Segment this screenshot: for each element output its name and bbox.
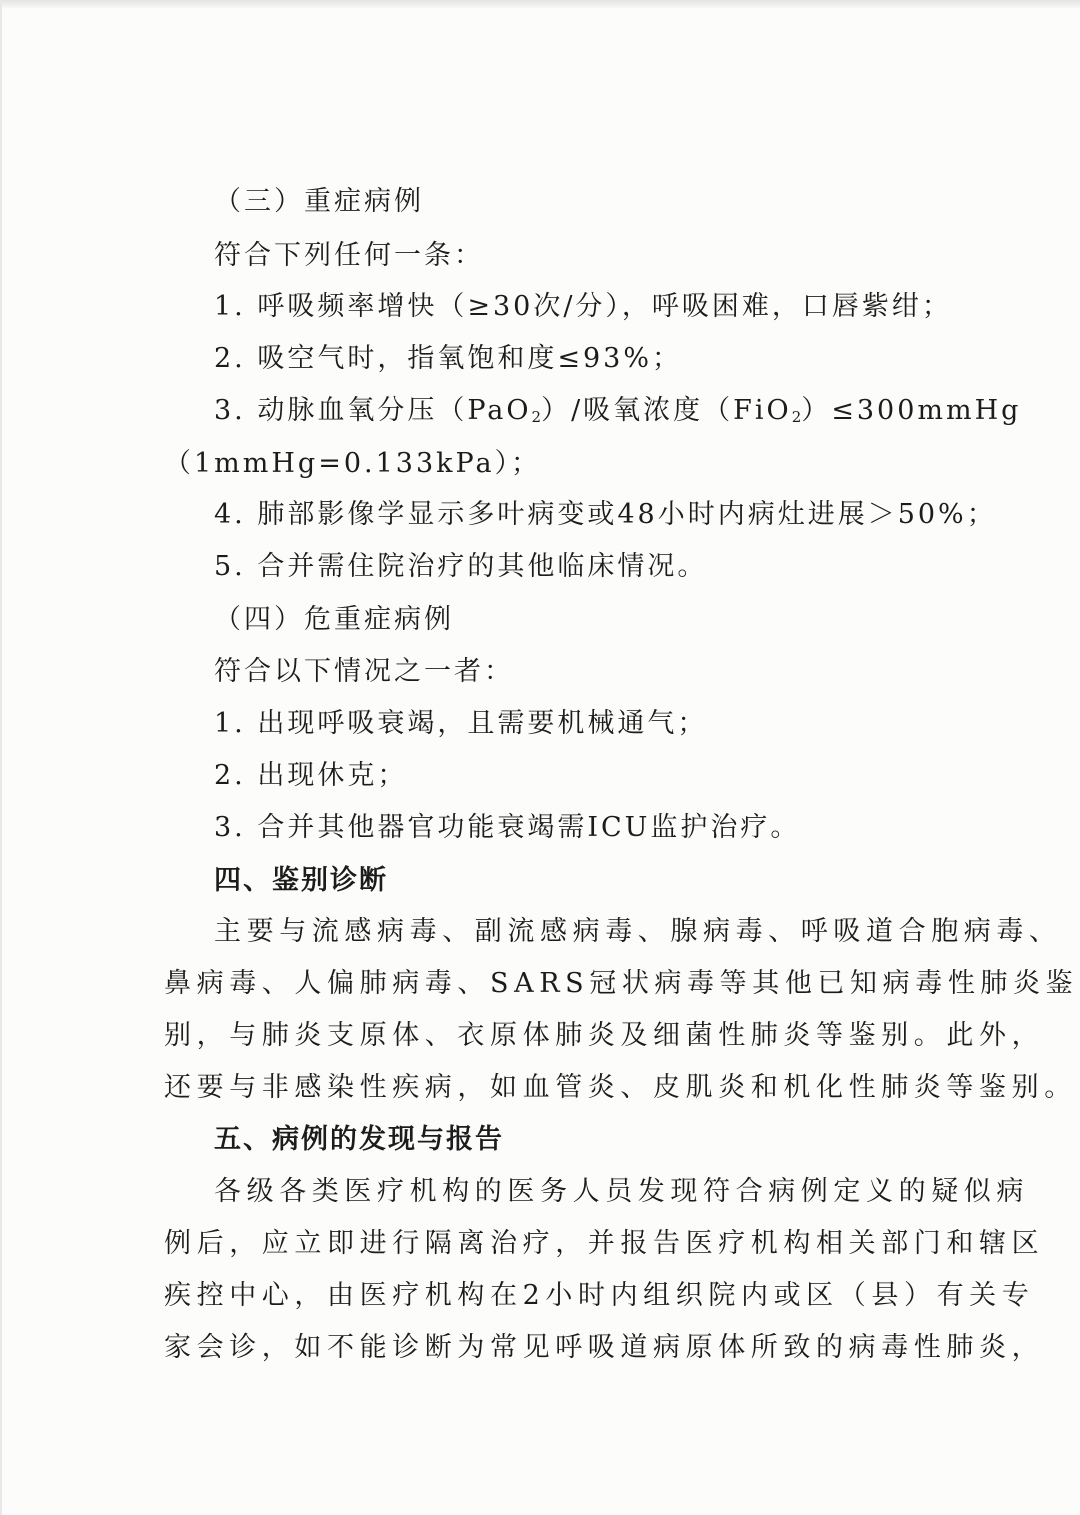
section-4-line-1: 主要与流感病毒、副流感病毒、腺病毒、呼吸道合胞病毒、 xyxy=(214,916,1062,947)
severe-item-5: 5. 合并需住院治疗的其他临床情况。 xyxy=(214,551,708,582)
severe-item-3-part-2: ）/吸氧浓度（FiO xyxy=(541,395,792,426)
section-5-line-2: 例后，应立即进行隔离治疗，并报告医疗机构相关部门和辖区 xyxy=(164,1228,1045,1259)
section-4-line-3: 别，与肺炎支原体、衣原体肺炎及细菌性肺炎等鉴别。此外， xyxy=(164,1020,1045,1051)
critical-intro: 符合以下情况之一者： xyxy=(214,656,514,687)
fio2-subscript: 2 xyxy=(791,408,802,426)
severe-item-3-part-3: ）≤300mmHg xyxy=(801,395,1022,426)
section-5-heading: 五、病例的发现与报告 xyxy=(214,1124,504,1155)
section-4-line-2: 鼻病毒、人偏肺病毒、SARS冠状病毒等其他已知病毒性肺炎鉴 xyxy=(164,968,1079,999)
critical-item-2: 2. 出现休克； xyxy=(214,760,408,791)
severe-item-1: 1. 呼吸频率增快（≥30次/分），呼吸困难，口唇紫绀； xyxy=(214,291,952,322)
section-4-heading: 四、鉴别诊断 xyxy=(214,865,388,896)
severe-item-3-part-1: 3. 动脉血氧分压（PaO xyxy=(214,395,532,426)
critical-heading: （四）危重症病例 xyxy=(214,604,454,635)
section-5-line-1: 各级各类医疗机构的医务人员发现符合病例定义的疑似病 xyxy=(214,1176,1029,1207)
section-5-line-4: 家会诊，如不能诊断为常见呼吸道病原体所致的病毒性肺炎， xyxy=(164,1332,1045,1363)
section-5-line-3: 疾控中心，由医疗机构在2小时内组织院内或区（县）有关专 xyxy=(164,1280,1035,1311)
critical-item-1: 1. 出现呼吸衰竭，且需要机械通气； xyxy=(214,708,708,739)
scan-top-edge xyxy=(0,0,1080,8)
severe-heading: （三）重症病例 xyxy=(214,186,424,217)
severe-item-4: 4. 肺部影像学显示多叶病变或48小时内病灶进展＞50%； xyxy=(214,499,997,530)
section-4-line-4: 还要与非感染性疾病，如血管炎、皮肌炎和机化性肺炎等鉴别。 xyxy=(164,1072,1077,1103)
critical-item-3: 3. 合并其他器官功能衰竭需ICU监护治疗。 xyxy=(214,812,801,843)
severe-intro: 符合下列任何一条： xyxy=(214,240,484,271)
severe-item-3-continuation: （1mmHg=0.133kPa）； xyxy=(164,448,542,479)
severe-item-3 xyxy=(214,393,1021,435)
severe-item-2: 2. 吸空气时，指氧饱和度≤93%； xyxy=(214,343,682,374)
pao2-subscript: 2 xyxy=(531,408,542,426)
scan-left-edge xyxy=(0,0,2,1515)
